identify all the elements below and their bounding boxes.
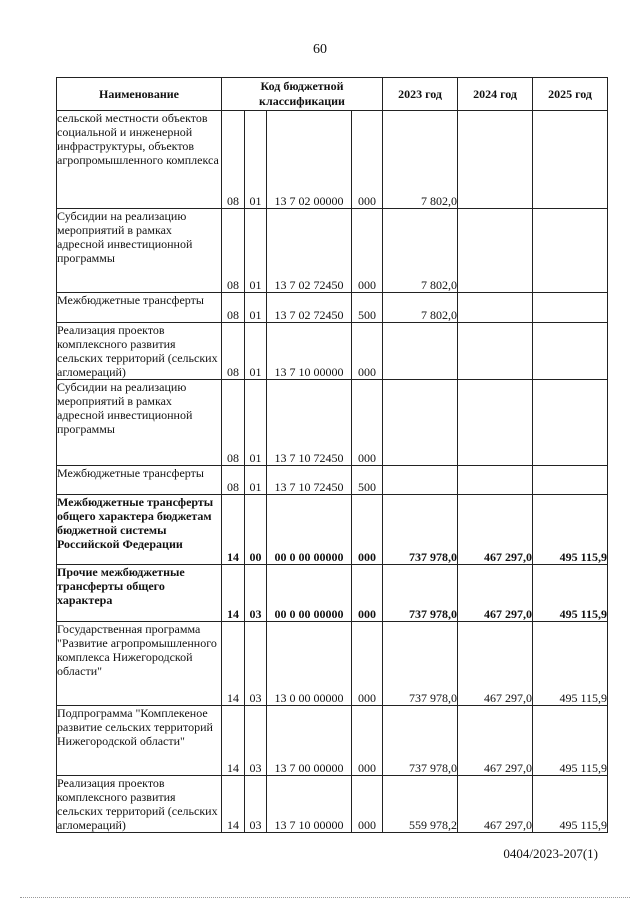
row-expense-type: 500 xyxy=(352,466,383,495)
row-subsection: 00 xyxy=(245,495,267,565)
row-expense-type: 000 xyxy=(352,706,383,776)
row-expense-type: 000 xyxy=(352,209,383,293)
row-value-2025 xyxy=(533,323,608,380)
row-subsection: 03 xyxy=(245,706,267,776)
row-expense-type: 000 xyxy=(352,323,383,380)
row-expense-type: 000 xyxy=(352,380,383,466)
table-row xyxy=(57,495,608,565)
row-name: Прочие межбюджетные трансферты общего характера xyxy=(57,565,222,622)
row-value-2023: 7 802,0 xyxy=(383,293,458,323)
budget-table xyxy=(56,77,608,833)
row-name: Субсидии на реализацию мероприятий в рамках адресной инвестиционной программы xyxy=(57,380,222,466)
row-value-2025: 495 115,9 xyxy=(533,706,608,776)
row-value-2024: 467 297,0 xyxy=(458,706,533,776)
row-target-article: 13 0 00 00000 xyxy=(267,622,352,706)
row-value-2025: 495 115,9 xyxy=(533,622,608,706)
row-name: сельской местности объектов социальной и инженерной инфраструктуры, объектов агропромышленного комплекса xyxy=(57,111,222,209)
row-name: Субсидии на реализацию мероприятий в рамках адресной инвестиционной программы xyxy=(57,209,222,293)
row-section: 14 xyxy=(222,495,245,565)
row-name: Подпрограмма "Комплекеное развитие сельских территорий Нижегородской области" xyxy=(57,706,222,776)
row-target-article: 13 7 10 00000 xyxy=(267,776,352,833)
row-value-2025 xyxy=(533,293,608,323)
table-row xyxy=(57,323,608,380)
row-value-2024: 467 297,0 xyxy=(458,565,533,622)
row-name: Реализация проектов комплексного развития сельских территорий (сельских агломераций) xyxy=(57,323,222,380)
row-value-2024 xyxy=(458,323,533,380)
row-section: 08 xyxy=(222,466,245,495)
row-value-2023 xyxy=(383,323,458,380)
row-section: 08 xyxy=(222,111,245,209)
table-row xyxy=(57,466,608,495)
row-value-2025: 495 115,9 xyxy=(533,495,608,565)
table-row xyxy=(57,565,608,622)
row-value-2024: 467 297,0 xyxy=(458,495,533,565)
row-subsection: 01 xyxy=(245,380,267,466)
row-target-article: 00 0 00 00000 xyxy=(267,495,352,565)
table-row xyxy=(57,706,608,776)
table-row xyxy=(57,776,608,833)
row-target-article: 13 7 10 72450 xyxy=(267,466,352,495)
row-target-article: 13 7 02 00000 xyxy=(267,111,352,209)
row-target-article: 13 7 10 00000 xyxy=(267,323,352,380)
row-target-article: 13 7 10 72450 xyxy=(267,380,352,466)
row-target-article: 13 7 02 72450 xyxy=(267,209,352,293)
table-row xyxy=(57,380,608,466)
row-value-2025 xyxy=(533,466,608,495)
row-section: 14 xyxy=(222,622,245,706)
row-subsection: 01 xyxy=(245,209,267,293)
header-2023: 2023 год xyxy=(383,78,458,111)
row-subsection: 03 xyxy=(245,776,267,833)
row-name: Реализация проектов комплексного развития сельских территорий (сельских агломераций) xyxy=(57,776,222,833)
header-2025: 2025 год xyxy=(533,78,608,111)
row-expense-type: 500 xyxy=(352,293,383,323)
row-value-2024: 467 297,0 xyxy=(458,776,533,833)
row-target-article: 00 0 00 00000 xyxy=(267,565,352,622)
row-value-2023: 7 802,0 xyxy=(383,209,458,293)
row-value-2023: 737 978,0 xyxy=(383,495,458,565)
table-row xyxy=(57,293,608,323)
row-expense-type: 000 xyxy=(352,565,383,622)
row-section: 08 xyxy=(222,293,245,323)
table-header-row xyxy=(57,78,608,111)
row-expense-type: 000 xyxy=(352,776,383,833)
row-value-2025: 495 115,9 xyxy=(533,565,608,622)
row-section: 08 xyxy=(222,380,245,466)
row-value-2024 xyxy=(458,293,533,323)
row-value-2023 xyxy=(383,466,458,495)
row-subsection: 01 xyxy=(245,466,267,495)
row-value-2024 xyxy=(458,466,533,495)
header-name: Наименование xyxy=(57,78,222,111)
table-row xyxy=(57,209,608,293)
row-name: Межбюджетные трансферты xyxy=(57,466,222,495)
row-value-2023: 7 802,0 xyxy=(383,111,458,209)
row-value-2024: 467 297,0 xyxy=(458,622,533,706)
row-name: Межбюджетные трансферты общего характера бюджетам бюджетной системы Российской Федерации xyxy=(57,495,222,565)
row-expense-type: 000 xyxy=(352,622,383,706)
row-target-article: 13 7 02 72450 xyxy=(267,293,352,323)
row-section: 08 xyxy=(222,209,245,293)
table-row xyxy=(57,622,608,706)
row-section: 14 xyxy=(222,706,245,776)
row-section: 14 xyxy=(222,776,245,833)
row-subsection: 03 xyxy=(245,565,267,622)
row-value-2023: 737 978,0 xyxy=(383,706,458,776)
row-section: 14 xyxy=(222,565,245,622)
row-expense-type: 000 xyxy=(352,111,383,209)
row-value-2023: 559 978,2 xyxy=(383,776,458,833)
page-number: 60 xyxy=(313,42,327,57)
row-value-2024 xyxy=(458,380,533,466)
row-value-2023 xyxy=(383,380,458,466)
row-name: Государственная программа "Развитие агропромышленного комплекса Нижегородской области" xyxy=(57,622,222,706)
row-section: 08 xyxy=(222,323,245,380)
row-value-2024 xyxy=(458,209,533,293)
row-subsection: 01 xyxy=(245,293,267,323)
document-code: 0404/2023-207(1) xyxy=(503,846,598,861)
row-subsection: 01 xyxy=(245,323,267,380)
row-value-2023: 737 978,0 xyxy=(383,622,458,706)
row-value-2025 xyxy=(533,111,608,209)
row-value-2024 xyxy=(458,111,533,209)
row-value-2025: 495 115,9 xyxy=(533,776,608,833)
row-value-2025 xyxy=(533,380,608,466)
row-value-2025 xyxy=(533,209,608,293)
row-name: Межбюджетные трансферты xyxy=(57,293,222,323)
header-code: Код бюджетной классификации xyxy=(222,78,383,111)
row-subsection: 01 xyxy=(245,111,267,209)
row-expense-type: 000 xyxy=(352,495,383,565)
row-subsection: 03 xyxy=(245,622,267,706)
bottom-divider xyxy=(20,897,630,898)
row-target-article: 13 7 00 00000 xyxy=(267,706,352,776)
row-value-2023: 737 978,0 xyxy=(383,565,458,622)
table-row xyxy=(57,111,608,209)
header-2024: 2024 год xyxy=(458,78,533,111)
